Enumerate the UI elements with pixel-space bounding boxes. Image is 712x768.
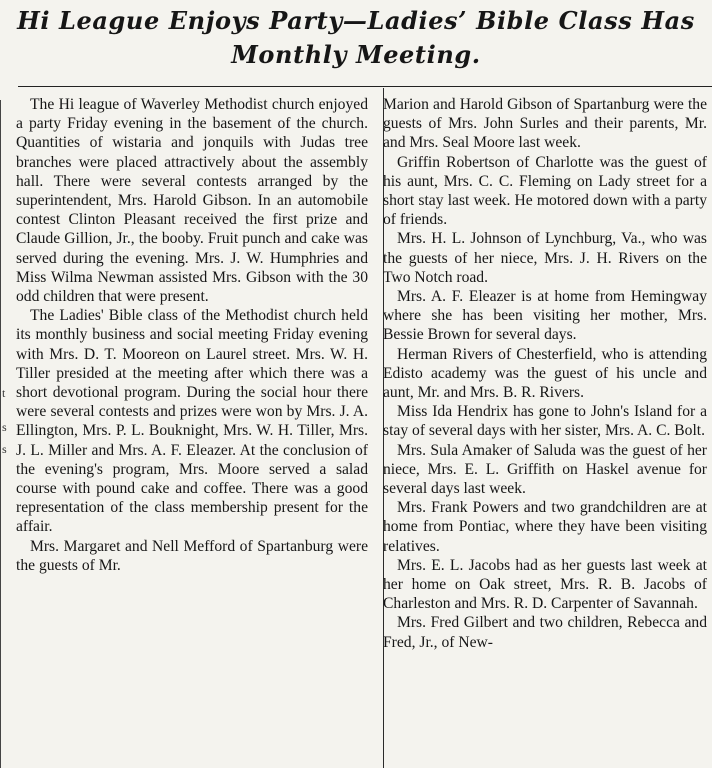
paragraph-powers: Mrs. Frank Powers and two grandchildren are at home from Pontiac, where they have been visiting relatives. bbox=[383, 499, 707, 555]
headline-rule bbox=[18, 86, 712, 87]
paragraph-eleazer: Mrs. A. F. Eleazer is at home from Hemingway where she has been visiting her mother, Mrs. Bessie Brown for several days. bbox=[383, 288, 707, 344]
paragraph-gibson-continued: Marion and Harold Gibson of Spartanburg were the guests of Mrs. John Surles and their parents, Mr. and Mrs. Seal Moore last week. bbox=[383, 96, 707, 152]
paragraph-hi-league: The Hi league of Waverley Methodist church enjoyed a party Friday evening in the basement of the church. Quantities of wistaria and jonquils with Judas tree branches were placed attractively about the assembly hall. There were several contests arranged by the superintendent, Mrs. Harold Gibson. In an automobile contest Clinton Pleasant received the first prize and Claude Gillion, Jr., the booby. Fruit punch and cake was served during the evening. Mrs. J. W. Humphries and Miss Wilma Newman assisted Mrs. Gibson with the 30 odd children that were present. bbox=[16, 96, 368, 306]
headline-line-2: Monthly Meeting. bbox=[231, 40, 481, 69]
headline-line-1: Hi League Enjoys Party—Ladies’ Bible Class Has bbox=[17, 6, 695, 35]
article-column-left bbox=[16, 95, 368, 575]
paragraph-bible-class: The Ladies' Bible class of the Methodist church held its monthly business and social meeting Friday evening with Mrs. D. T. Mooreon on Laurel street. Mrs. W. H. Tiller presided at the meeting after which there was a short devotional program. During the social hour there were several contests and prizes were won by Mrs. J. A. Ellington, Mrs. P. L. Bouknight, Mrs. W. H. Tiller, Mrs. J. L. Miller and Mrs. A. F. Eleazer. At the conclusion of the evening's program, Mrs. Moore served a salad course with pound cake and coffee. There was a good representation of the class membership present for the affair. bbox=[16, 307, 368, 536]
headline bbox=[0, 0, 712, 76]
paragraph-jacobs: Mrs. E. L. Jacobs had as her guests last week at her home on Oak street, Mrs. R. B. Jacobs of Charleston and Mrs. R. D. Carpenter of Savannah. bbox=[383, 556, 707, 613]
paragraph-amaker: Mrs. Sula Amaker of Saluda was the guest of her niece, Mrs. E. L. Griffith on Haskel avenue for several days last week. bbox=[383, 441, 707, 498]
paragraph-johnson: Mrs. H. L. Johnson of Lynchburg, Va., who was the guests of her niece, Mrs. J. H. Rivers on the Two Notch road. bbox=[383, 230, 707, 286]
paragraph-gilbert: Mrs. Fred Gilbert and two children, Rebecca and Fred, Jr., of New- bbox=[383, 614, 707, 651]
paragraph-rivers: Herman Rivers of Chesterfield, who is attending Edisto academy was the guest of his uncle and aunt, Mr. and Mrs. B. R. Rivers. bbox=[383, 345, 707, 402]
margin-fragment: s bbox=[2, 420, 7, 434]
paragraph-hendrix: Miss Ida Hendrix has gone to John's Island for a stay of several days with her sister, Mrs. A. C. Bolt. bbox=[383, 403, 707, 440]
paragraph-mefford: Mrs. Margaret and Nell Mefford of Spartanburg were the guests of Mr. bbox=[16, 537, 368, 574]
article-column-right bbox=[383, 95, 707, 652]
margin-fragment: t bbox=[2, 386, 6, 400]
paragraph-robertson: Griffin Robertson of Charlotte was the guest of his aunt, Mrs. C. C. Fleming on Lady street for a short stay last week. He motored down with a party of friends. bbox=[383, 153, 707, 229]
left-edge-rule bbox=[0, 100, 1, 768]
margin-fragment: s bbox=[2, 442, 7, 456]
